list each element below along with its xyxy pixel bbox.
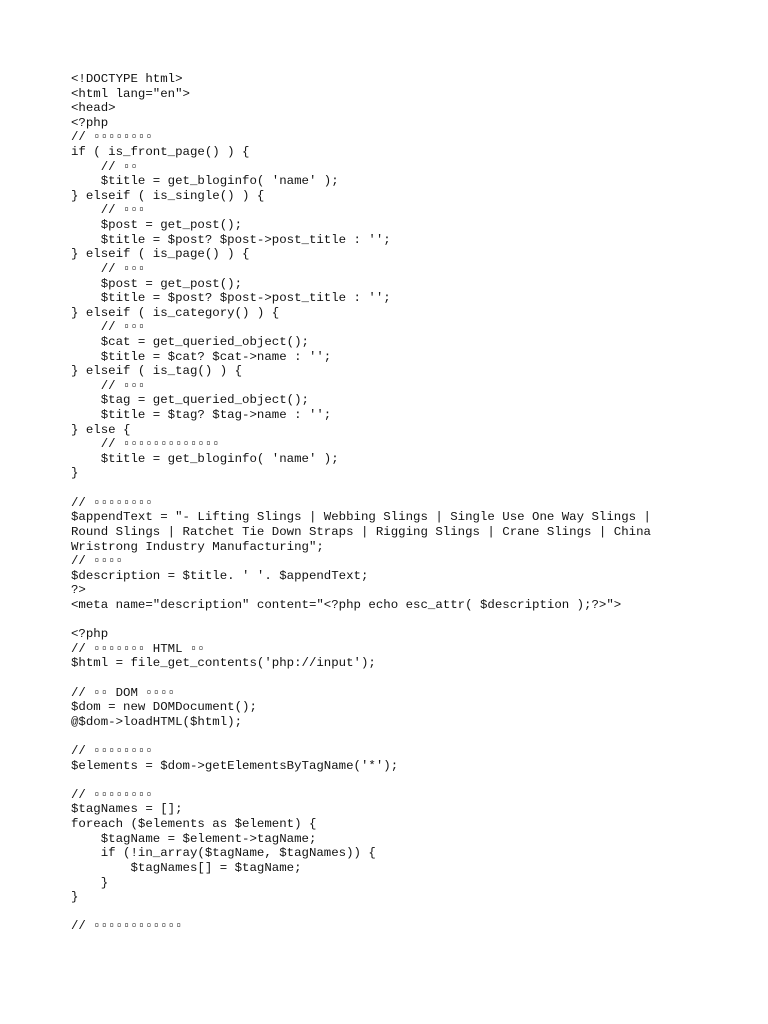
code-line: if ( is_front_page() ) {	[71, 145, 250, 160]
code-line: } elseif ( is_category() ) {	[71, 305, 280, 320]
code-line: }	[71, 890, 79, 905]
code-line: <?php	[71, 627, 109, 642]
code-line: // ▫▫▫	[71, 378, 146, 393]
code-line: @$dom->loadHTML($html);	[71, 714, 243, 729]
code-line: $post = get_post();	[71, 218, 243, 233]
code-line: foreach ($elements as $element) {	[71, 817, 317, 832]
code-line: }	[71, 875, 109, 890]
code-line: <!DOCTYPE html>	[71, 72, 183, 86]
code-line: $title = $tag? $tag->name : '';	[71, 408, 332, 423]
code-line: <?php	[71, 115, 109, 130]
code-line: $post = get_post();	[71, 276, 243, 291]
code-line: // ▫▫▫▫▫▫▫▫	[71, 744, 153, 759]
code-line: <html lang="en">	[71, 86, 190, 101]
code-line: <meta name="description" content="<?php echo esc_attr( $description );?>">	[71, 597, 622, 612]
code-line: $title = $post? $post->post_title : '';	[71, 232, 391, 247]
code-line: } else {	[71, 422, 131, 437]
code-line: } elseif ( is_page() ) {	[71, 247, 250, 262]
code-line: } elseif ( is_tag() ) {	[71, 364, 243, 379]
code-line: // ▫▫▫▫▫▫▫▫	[71, 130, 153, 145]
code-line: $dom = new DOMDocument();	[71, 700, 257, 715]
code-line: }	[71, 466, 79, 481]
code-line: // ▫▫▫▫▫▫▫▫	[71, 495, 153, 510]
code-line	[71, 613, 751, 628]
code-line: $description = $title. ' '. $appendText;	[71, 568, 369, 583]
code-line: // ▫▫▫▫▫▫▫▫▫▫▫▫▫	[71, 437, 220, 452]
code-line: // ▫▫▫▫▫▫▫ HTML ▫▫	[71, 641, 205, 656]
code-line: // ▫▫▫	[71, 261, 146, 276]
code-line: $html = file_get_contents('php://input');	[71, 656, 376, 671]
code-line: $title = get_bloginfo( 'name' );	[71, 174, 339, 189]
code-listing	[71, 72, 751, 934]
code-line: // ▫▫▫▫▫▫▫▫	[71, 787, 153, 802]
code-line: ?>	[71, 583, 86, 598]
code-line	[71, 905, 751, 920]
code-line: if (!in_array($tagName, $tagNames)) {	[71, 846, 376, 861]
code-line: $cat = get_queried_object();	[71, 334, 309, 349]
code-line: $tagName = $element->tagName;	[71, 831, 317, 846]
code-line: $elements = $dom->getElementsByTagName('*');	[71, 758, 399, 773]
code-line: // ▫▫▫▫	[71, 554, 124, 569]
code-line: $tagNames = [];	[71, 802, 183, 817]
code-line: // ▫▫▫	[71, 320, 146, 335]
code-line: $title = get_bloginfo( 'name' );	[71, 451, 339, 466]
code-line: Wristrong Industry Manufacturing";	[71, 539, 324, 554]
code-line	[71, 481, 751, 496]
code-line	[71, 773, 751, 788]
code-line	[71, 671, 751, 686]
code-line: $tagNames[] = $tagName;	[71, 860, 302, 875]
code-line: $appendText = "- Lifting Slings | Webbing Slings | Single Use One Way Slings |	[71, 510, 651, 525]
code-line: <head>	[71, 101, 116, 116]
code-line: $title = $post? $post->post_title : '';	[71, 291, 391, 306]
code-line: } elseif ( is_single() ) {	[71, 188, 265, 203]
code-line: Round Slings | Ratchet Tie Down Straps | Rigging Slings | Crane Slings | China	[71, 524, 651, 539]
code-line: // ▫▫	[71, 159, 138, 174]
code-line	[71, 729, 751, 744]
code-line: // ▫▫ DOM ▫▫▫▫	[71, 685, 176, 700]
code-line: // ▫▫▫	[71, 203, 146, 218]
code-line: $tag = get_queried_object();	[71, 393, 309, 408]
code-line: // ▫▫▫▫▫▫▫▫▫▫▫▫	[71, 919, 183, 934]
code-line: $title = $cat? $cat->name : '';	[71, 349, 332, 364]
